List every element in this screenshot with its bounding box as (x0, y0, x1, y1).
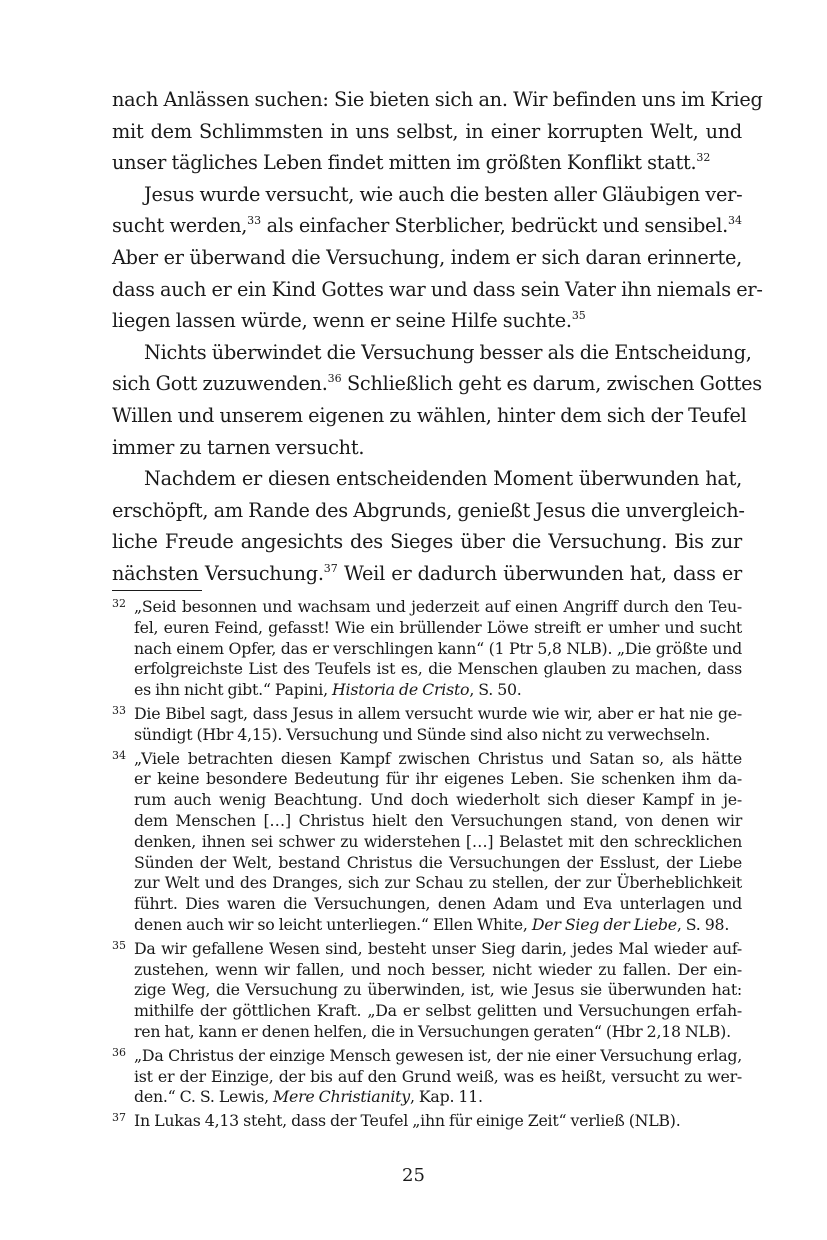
footnote-ref-34: 34 (728, 214, 743, 228)
paragraph-1 (112, 84, 763, 179)
footnote-ref-37: 37 (323, 561, 338, 575)
main-text (112, 84, 763, 590)
footnote-line: dem Menschen […] Christus hielt den Versuchungen stand, von denen wir (134, 810, 742, 830)
footnote-ref-36: 36 (327, 372, 342, 386)
footnote-number: 33 (112, 703, 126, 717)
text-line: erschöpft, am Rande des Abgrunds, genießt Jesus die unvergleich- (112, 498, 745, 522)
footnote-line: zustehen, wenn wir fallen, und noch besser, nicht wieder zu fallen. Der ein- (134, 959, 742, 979)
footnote-line: Sünden der Welt, bestand Christus die Versuchungen der Esslust, der Liebe (134, 852, 742, 872)
footnote-line: er keine besondere Bedeutung für ihr eigenes Leben. Sie schenken ihm da- (134, 769, 742, 789)
footnotes (112, 597, 742, 1135)
text-line: Aber er überwand die Versuchung, indem er sich daran erinnerte, (112, 245, 742, 269)
text-line: Nichts überwindet die Versuchung besser als die Entscheidung, (144, 340, 752, 364)
footnote-line: 37 In Lukas 4,13 steht, dass der Teufel „ihn für einige Zeit“ verließ (NLB). (112, 1111, 742, 1132)
footnote-line: führt. Dies waren die Versuchungen, denen Adam und Eva unterlagen und (134, 894, 742, 914)
footnote-37 (112, 1111, 742, 1132)
text-line: sich Gott zuzuwenden.$^{36}$ Schließlich geht es darum, zwischen Gottes (112, 372, 762, 396)
footnote-line: zur Welt und des Dranges, sich zur Schau zu stellen, der zur Überheblichkeit (134, 873, 742, 893)
footnote-line: mithilfe der göttlichen Kraft. „Da er selbst gelitten und Versuchungen erfah- (134, 1001, 742, 1021)
paragraph-4 (112, 463, 745, 589)
text-line: liegen lassen würde, wenn er seine Hilfe suchte.$^{35}$ (112, 309, 586, 333)
footnote-number: 35 (112, 938, 126, 952)
footnote-line: nach einem Opfer, das er verschlingen kann“ (1 Ptr 5,8 NLB). „Die größte und (134, 638, 742, 658)
paragraph-2 (112, 179, 763, 337)
footnote-line: es ihn nicht gibt.“ Papini, Historia de Cristo, S. 50. (134, 680, 522, 700)
footnote-36 (112, 1046, 742, 1108)
footnote-line: 36 „Da Christus der einzige Mensch gewesen ist, der nie einer Versuchung erlag, (112, 1046, 742, 1067)
footnote-line: ist er der Einzige, der bis auf den Grund weiß, was es heißt, versucht zu wer- (134, 1066, 742, 1086)
page-number: 25 (402, 1165, 425, 1186)
footnote-33 (112, 704, 742, 746)
paragraph-3 (112, 337, 762, 463)
footnote-number: 36 (112, 1045, 126, 1059)
text-line: immer zu tarnen versucht. (112, 435, 365, 459)
footnote-line: 35 Da wir gefallene Wesen sind, besteht unser Sieg darin, jedes Mal wieder auf- (112, 939, 742, 960)
text-line: sucht werden,$^{33}$ als einfacher Sterblicher, bedrückt und sensibel.$^{34}$ (112, 214, 743, 238)
footnote-line: 32 „Seid besonnen und wachsam und jederzeit auf einen Angriff durch den Teu- (112, 597, 742, 618)
text-line: mit dem Schlimmsten in uns selbst, in einer korrupten Welt, und (112, 119, 742, 143)
footnote-number: 32 (112, 597, 126, 610)
footnote-number: 34 (112, 748, 126, 762)
footnote-34 (112, 749, 742, 936)
footnote-ref-35: 35 (571, 309, 586, 323)
footnote-line: zige Weg, die Versuchung zu überwinden, ist, wie Jesus sie überwunden hat: (134, 980, 742, 1000)
text-line: unser tägliches Leben findet mitten im größten Konflikt statt.$^{32}$ (112, 151, 711, 175)
text-line: Nachdem er diesen entscheidenden Moment überwunden hat, (144, 467, 742, 491)
text-line: nächsten Versuchung.$^{37}$ Weil er dadurch überwunden hat, dass er (112, 561, 742, 585)
footnote-line: 33 Die Bibel sagt, dass Jesus in allem versucht wurde wie wir, aber er hat nie ge- (112, 704, 742, 725)
footnote-line: denken, ihnen sei schwer zu widerstehen […] Belastet mit den schrecklichen (134, 831, 742, 851)
text-line: Jesus wurde versucht, wie auch die besten aller Gläubigen ver- (144, 182, 743, 206)
text-line: Willen und unserem eigenen zu wählen, hinter dem sich der Teufel (112, 403, 747, 427)
book-title: Historia de Cristo (332, 680, 470, 700)
footnote-number: 37 (112, 1111, 126, 1125)
footnote-separator (112, 590, 202, 591)
footnote-line: rum auch wenig Beachtung. Und doch wiederholt sich dieser Kampf in je- (134, 790, 742, 810)
footnote-line: 34 „Viele betrachten diesen Kampf zwischen Christus und Satan so, als hätte (112, 749, 742, 770)
footnote-32 (112, 597, 742, 701)
footnote-35 (112, 939, 742, 1043)
text-line: dass auch er ein Kind Gottes war und dass sein Vater ihn niemals er- (112, 277, 763, 301)
text-line: liche Freude angesichts des Sieges über die Versuchung. Bis zur (112, 530, 742, 554)
footnote-line: den.“ C. S. Lewis, Mere Christianity, Kap. 11. (134, 1087, 483, 1107)
footnote-ref-33: 33 (247, 214, 262, 228)
footnote-line: denen auch wir so leicht unterliegen.“ Ellen White, Der Sieg der Liebe, S. 98. (134, 914, 730, 934)
text-line: nach Anlässen suchen: Sie bieten sich an. Wir befinden uns im Krieg (112, 88, 763, 111)
footnote-line: erfolgreichste List des Teufels ist es, die Menschen glauben zu machen, dass (134, 659, 742, 679)
footnote-line: sündigt (Hbr 4,15). Versuchung und Sünde sind also nicht zu verwechseln. (134, 724, 711, 744)
footnote-line: fel, euren Feind, gefasst! Wie ein brüllender Löwe streift er umher und sucht (134, 617, 742, 637)
footnote-line: ren hat, kann er denen helfen, die in Versuchungen geraten“ (Hbr 2,18 NLB). (134, 1021, 731, 1041)
book-title: Mere Christianity (273, 1087, 410, 1107)
footnote-ref-32: 32 (696, 151, 711, 165)
book-title: Der Sieg der Liebe (531, 914, 677, 934)
